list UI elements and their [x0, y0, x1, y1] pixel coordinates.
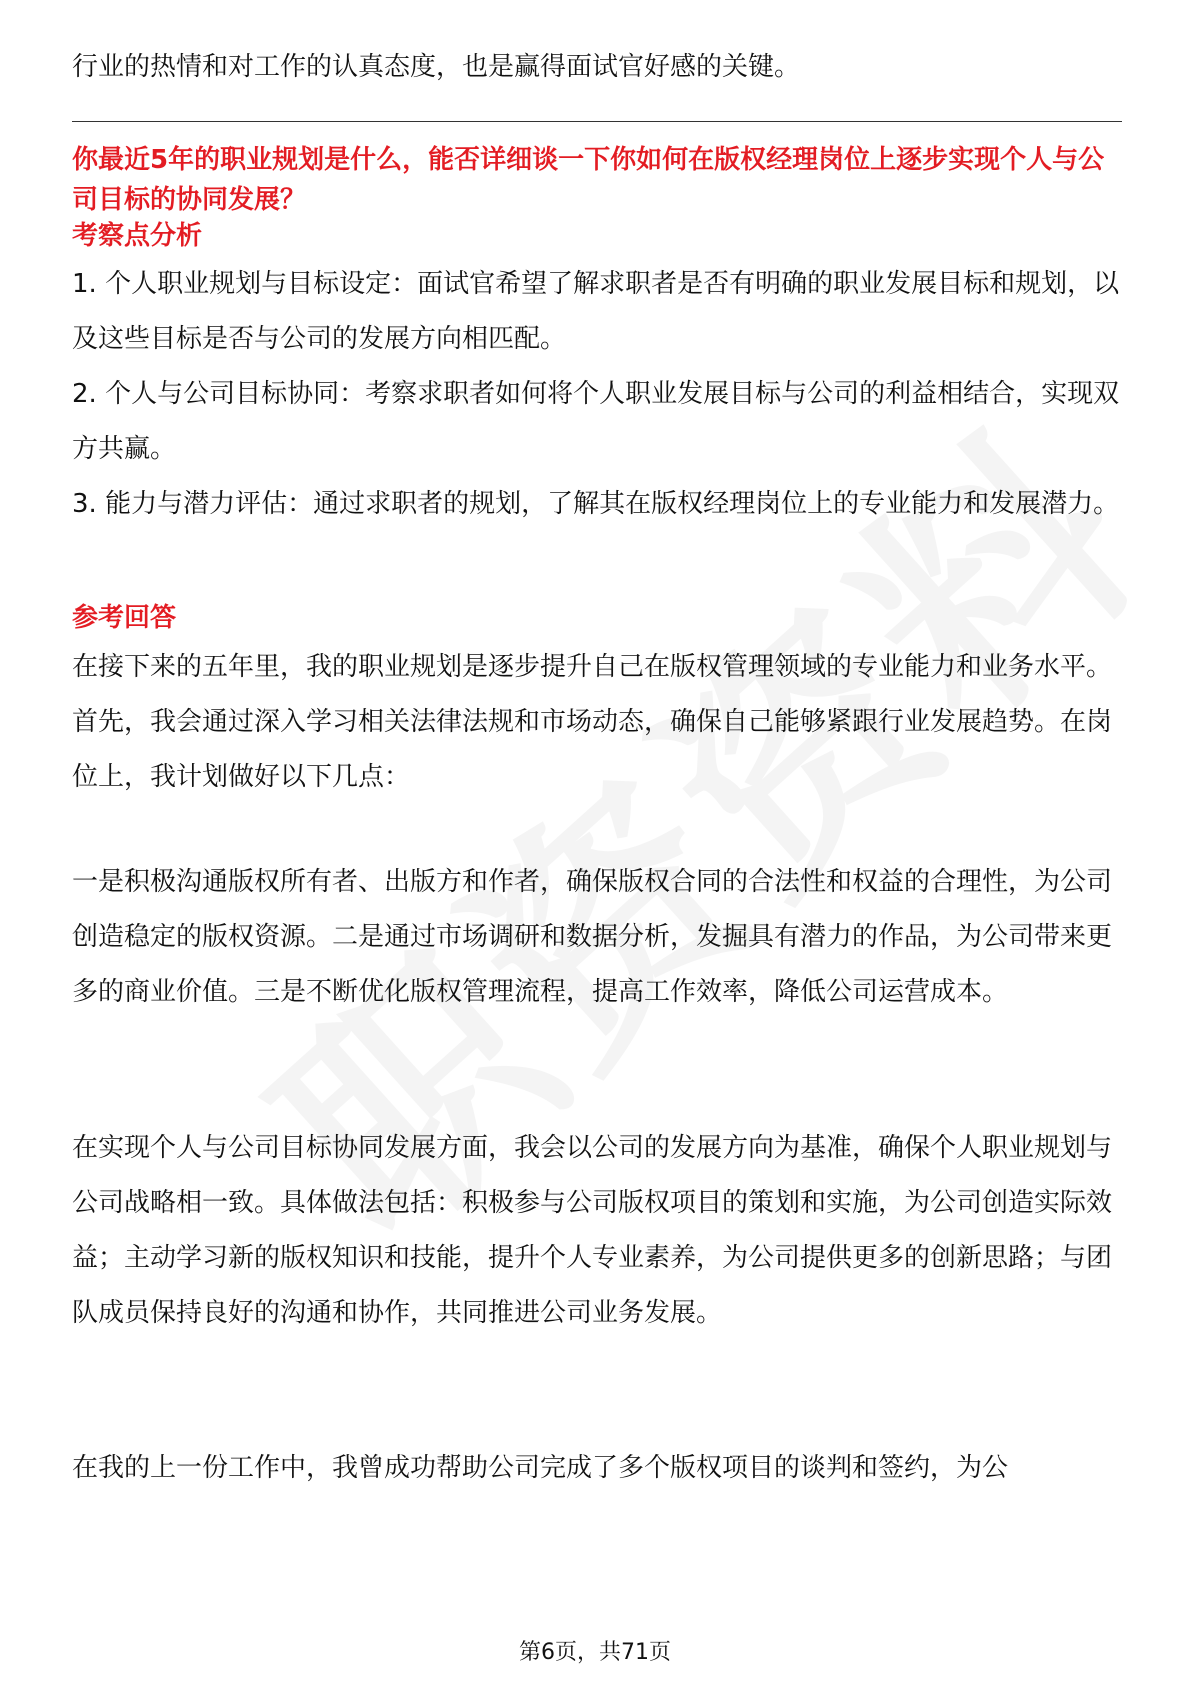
- answer-paragraph: [72, 640, 1122, 805]
- answer-paragraph: [72, 855, 1122, 1020]
- answer-paragraph: [72, 1441, 1122, 1496]
- continued-paragraph: 行业的热情和对工作的认真态度，也是赢得面试官好感的关键。: [72, 52, 801, 82]
- analysis-heading: 考察点分析: [72, 221, 203, 251]
- answer-text: 在我的上一份工作中，我曾成功帮助公司完成了多个版权项目的谈判和签约，为公: [72, 1453, 1009, 1483]
- answer-text: 在接下来的五年里，我的职业规划是逐步提升自己在版权管理领域的专业能力和业务水平。首先，我会通过深入学习相关法律法规和市场动态，确保自己能够紧跟行业发展趋势。在岗位上，我计划做好以下几点：: [72, 652, 1113, 792]
- analysis-item: 2. 个人与公司目标协同：考察求职者如何将个人职业发展目标与公司的利益相结合，实现双方共赢。: [72, 379, 1120, 464]
- answer-text: 在实现个人与公司目标协同发展方面，我会以公司的发展方向为基准，确保个人职业规划与公司战略相一致。具体做法包括：积极参与公司版权项目的策划和实施，为公司创造实际效益；主动学习新的版权知识和技能，提升个人专业素养，为公司提供更多的创新思路；与团队成员保持良好的沟通和协作，共同推进公司业务发展。: [72, 1133, 1113, 1328]
- answer-text: 一是积极沟通版权所有者、出版方和作者，确保版权合同的合法性和权益的合理性，为公司创造稳定的版权资源。二是通过市场调研和数据分析，发掘具有潜力的作品，为公司带来更多的商业价值。三是不断优化版权管理流程，提高工作效率，降低公司运营成本。: [72, 867, 1113, 1007]
- page-number: 第6页，共71页: [519, 1640, 671, 1665]
- analysis-item: 3. 能力与潜力评估：通过求职者的规划，了解其在版权经理岗位上的专业能力和发展潜力。: [72, 489, 1120, 519]
- section-divider: [72, 121, 1122, 122]
- analysis-item: 1. 个人职业规划与目标设定：面试官希望了解求职者是否有明确的职业发展目标和规划，以及这些目标是否与公司的发展方向相匹配。: [72, 269, 1120, 354]
- question-heading: 你最近5年的职业规划是什么，能否详细谈一下你如何在版权经理岗位上逐步实现个人与公司目标的协同发展？: [72, 145, 1105, 215]
- answer-heading: 参考回答: [72, 603, 177, 633]
- analysis-list: [72, 257, 1122, 532]
- answer-paragraph: [72, 1121, 1122, 1341]
